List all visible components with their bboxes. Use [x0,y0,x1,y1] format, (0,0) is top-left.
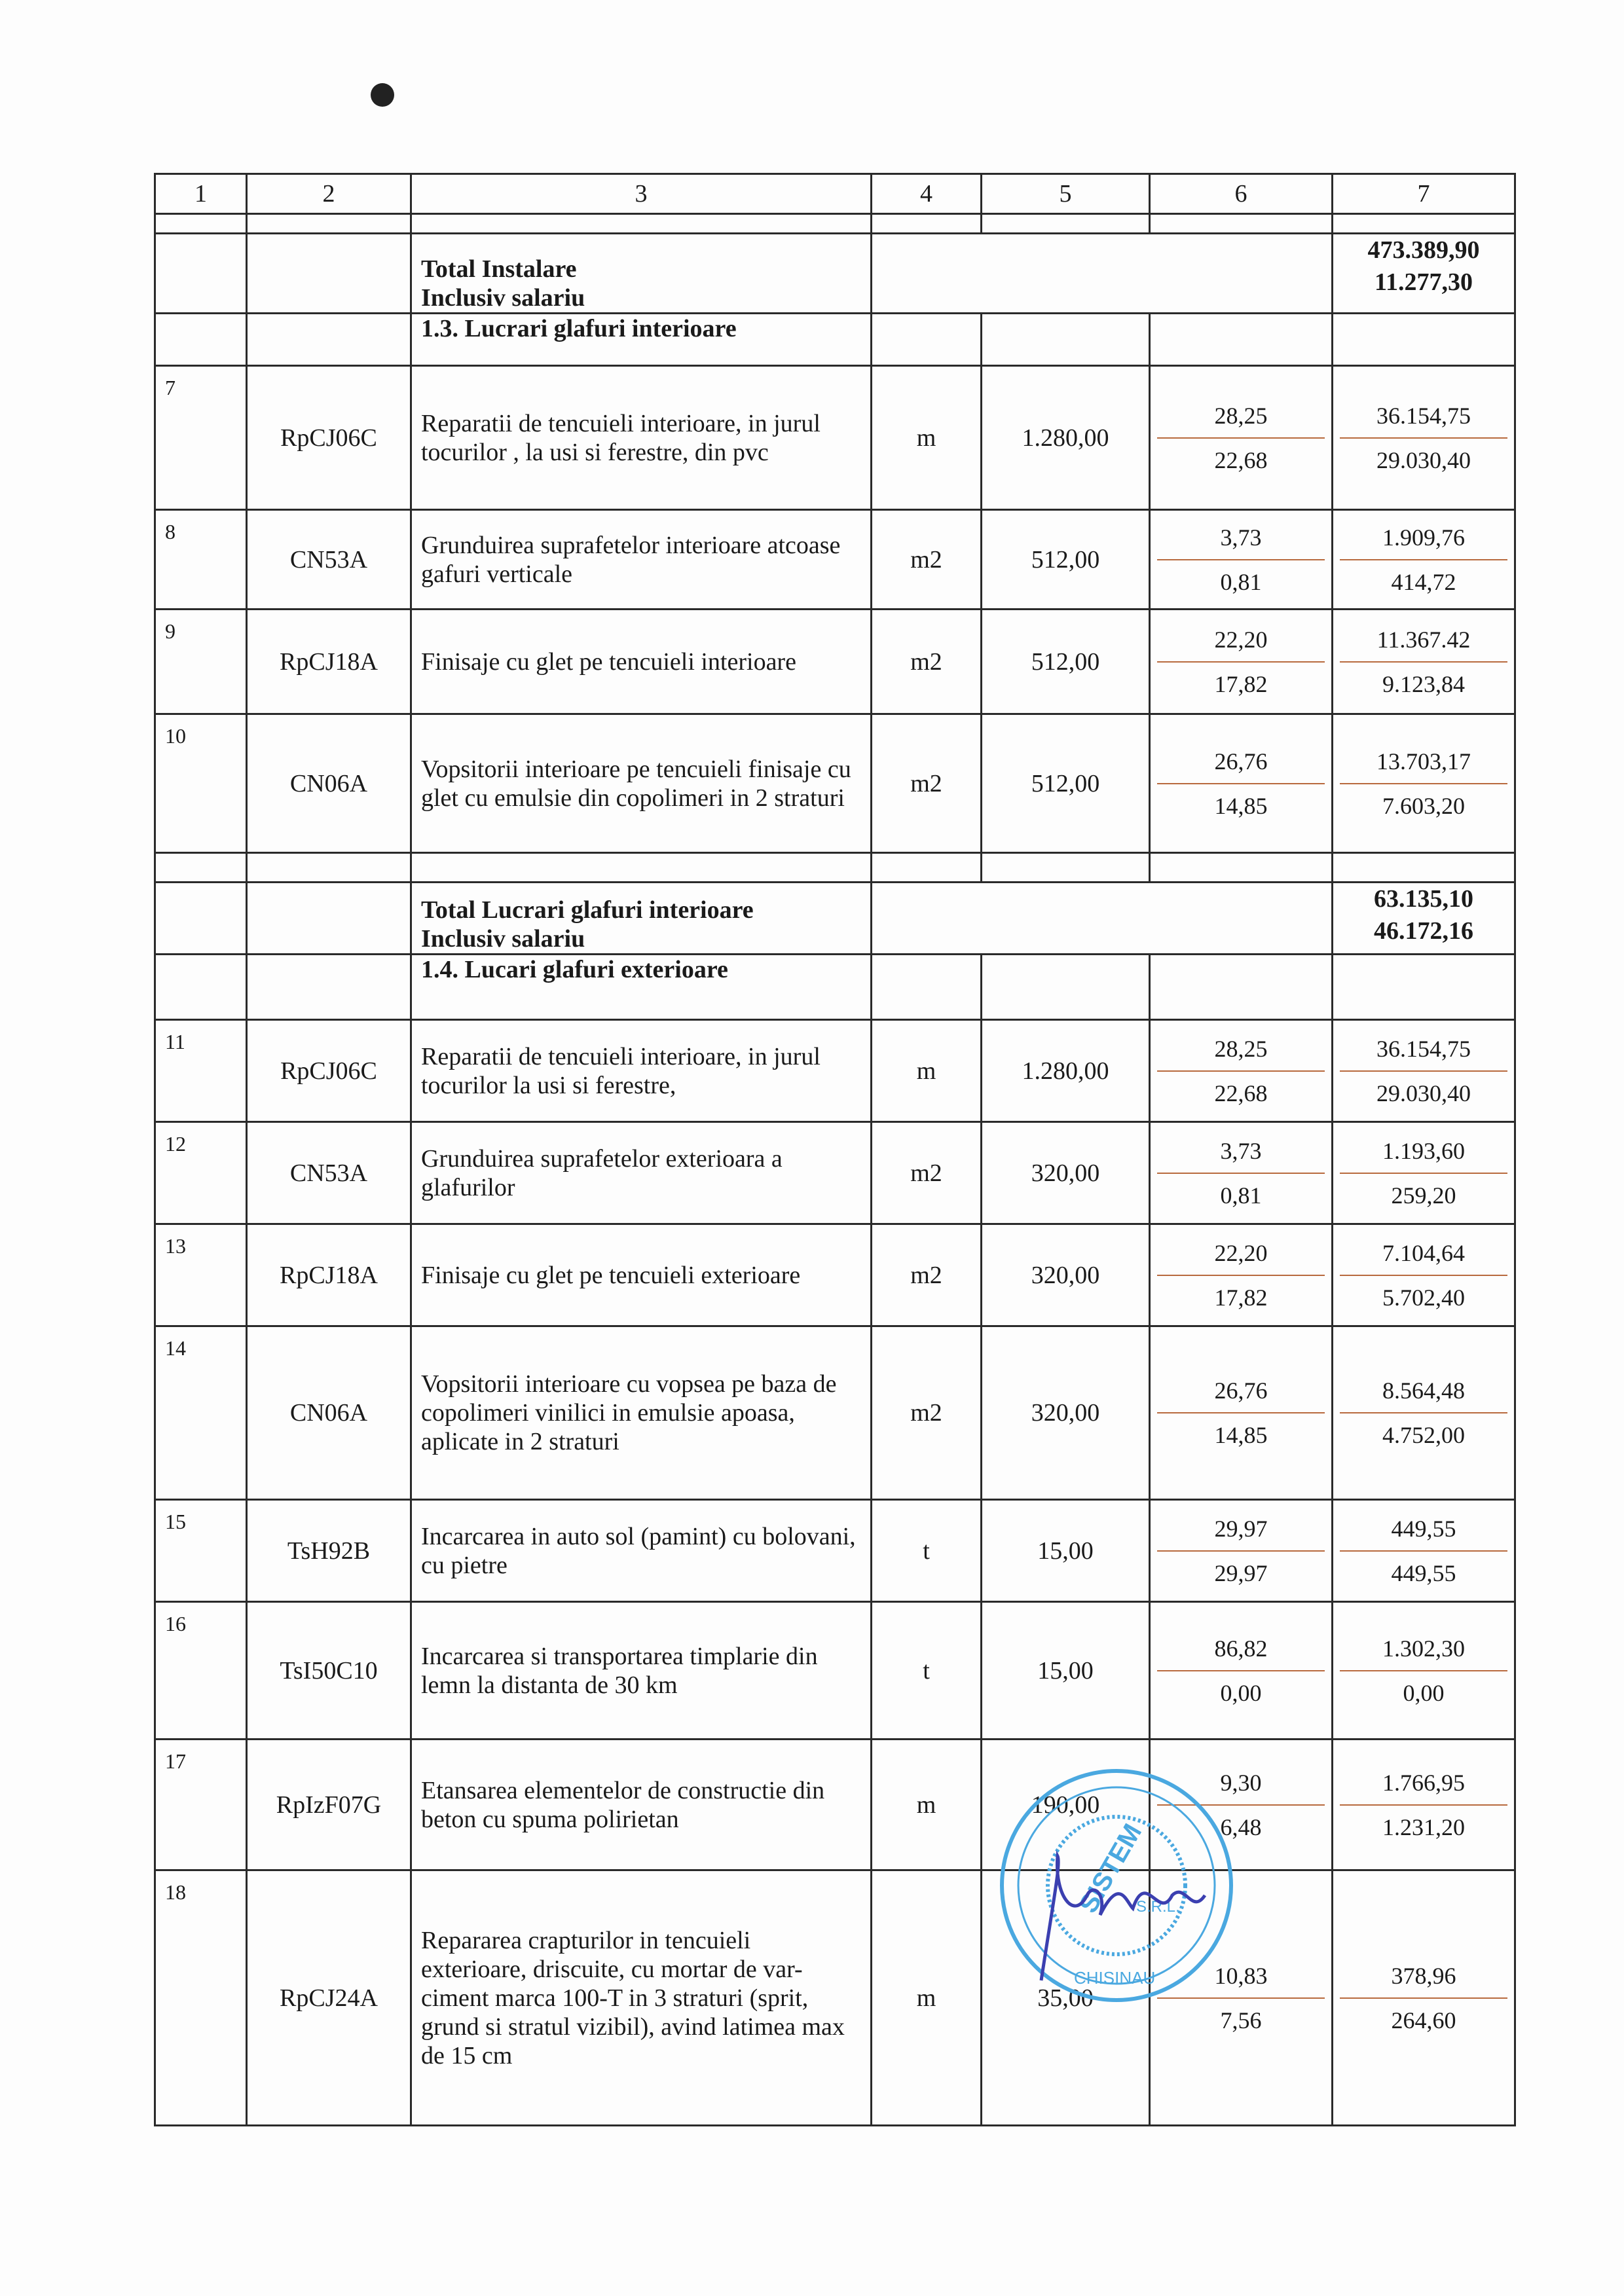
work-description: Incarcarea si transportarea timplarie din lemn la distanta de 30 km [411,1602,872,1740]
empty-cell [155,314,247,366]
total-price-cell [1333,1224,1515,1326]
table-row [155,1020,1515,1122]
total-value: 473.389,90 [1367,236,1480,264]
empty-cell [1333,853,1515,883]
row-number: 8 [155,510,247,610]
unit-price: 22,20 [1157,626,1325,663]
unit-price: 3,73 [1157,524,1325,560]
unit-price-split [1151,402,1331,474]
unit-price-salary: 0,81 [1220,1182,1262,1209]
work-description: Incarcarea in auto sol (pamint) cu bolovani, cu pietre [411,1500,872,1602]
empty-cell [155,853,247,883]
col-header: 3 [411,174,872,214]
work-description: Vopsitorii interioare cu vopsea pe baza de copolimeri vinilici in emulsie apoasa, aplicate in 2 straturi [411,1326,872,1500]
norm-code: TsH92B [247,1500,411,1602]
empty-cell [247,314,411,366]
empty-cell [1333,955,1515,1020]
quantity: 1.280,00 [982,366,1150,510]
work-description: Reparatii de tencuieli interioare, in jurul tocurilor la usi si ferestre, [411,1020,872,1122]
total-price-split [1333,1962,1514,2034]
total-price-split [1333,748,1514,820]
unit-price-cell [1150,1326,1333,1500]
row-number: 13 [155,1224,247,1326]
total-value-cell [1333,234,1515,314]
unit-price-salary: 29,97 [1214,1559,1268,1586]
total-price-salary: 414,72 [1391,568,1456,595]
empty-cell [411,853,872,883]
total-price-cell [1333,610,1515,714]
quantity: 190,00 [982,1740,1150,1870]
unit-price: 3,73 [1157,1137,1325,1174]
total-price-salary: 9.123,84 [1382,670,1465,697]
norm-code: CN53A [247,1122,411,1224]
total-price-cell [1333,510,1515,610]
total-price-salary: 449,55 [1391,1559,1456,1586]
quantity: 1.280,00 [982,1020,1150,1122]
row-number: 17 [155,1740,247,1870]
row-number: 11 [155,1020,247,1122]
table-row [155,510,1515,610]
total-price: 36.154,75 [1340,402,1507,439]
work-description: Grunduirea suprafetelor exterioara a glafurilor [411,1122,872,1224]
total-price-split [1333,1377,1514,1449]
table-row [155,714,1515,853]
total-price-salary: 4.752,00 [1382,1422,1465,1448]
stamp-form: S.R.L. [1136,1898,1180,1916]
unit-price-split [1151,626,1331,698]
total-price: 7.104,64 [1340,1239,1507,1276]
empty-cell [247,955,411,1020]
norm-code: CN06A [247,1326,411,1500]
work-description: Finisaje cu glet pe tencuieli exterioare [411,1224,872,1326]
total-price-cell [1333,1602,1515,1740]
norm-code: RpCJ24A [247,1870,411,2126]
unit: t [872,1602,982,1740]
empty-cell [982,214,1150,234]
total-label-cell [411,234,872,314]
table-row [155,1224,1515,1326]
total-price-cell [1333,1500,1515,1602]
unit: m [872,1740,982,1870]
empty-cell [872,883,1333,955]
empty-cell [155,214,247,234]
empty-cell [872,314,982,366]
unit-price: 86,82 [1157,1635,1325,1671]
empty-cell [1150,314,1333,366]
unit-price-salary: 22,68 [1214,1080,1268,1106]
unit-price-salary: 0,81 [1220,568,1262,595]
col-header: 6 [1150,174,1333,214]
unit: t [872,1500,982,1602]
col-header: 1 [155,174,247,214]
unit-price-cell [1150,1224,1333,1326]
section-title: 1.3. Lucrari glafuri interioare [411,314,872,366]
total-price: 378,96 [1340,1962,1507,1999]
norm-code: RpCJ06C [247,366,411,510]
norm-code: RpIzF07G [247,1740,411,1870]
total-price-split [1333,1035,1514,1107]
unit-price-salary: 14,85 [1214,792,1268,819]
total-price-salary: 0,00 [1403,1679,1445,1706]
total-salary: 46.172,16 [1374,917,1473,945]
table-row [155,1122,1515,1224]
unit-price-split [1151,1635,1331,1707]
total-price-cell [1333,1870,1515,2126]
total-price: 1.909,76 [1340,524,1507,560]
unit-price-cell [1150,610,1333,714]
section-row [155,314,1515,366]
empty-cell [982,853,1150,883]
norm-code: CN53A [247,510,411,610]
total-price-split [1333,626,1514,698]
empty-cell [1150,214,1333,234]
spacer-row [155,214,1515,234]
col-header: 7 [1333,174,1515,214]
empty-cell [1333,214,1515,234]
quantity: 512,00 [982,714,1150,853]
total-price-cell [1333,1740,1515,1870]
unit-price-cell [1150,1122,1333,1224]
unit-price-split [1151,1035,1331,1107]
table-row [155,366,1515,510]
table-row [155,1740,1515,1870]
unit-price-salary: 17,82 [1214,1284,1268,1311]
total-price: 13.703,17 [1340,748,1507,784]
total-price-salary: 29.030,40 [1376,446,1471,473]
total-value-cell [1333,883,1515,955]
unit-price: 26,76 [1157,748,1325,784]
total-row [155,234,1515,314]
unit-price-salary: 6,48 [1220,1813,1262,1840]
total-price-salary: 264,60 [1391,2007,1456,2033]
row-number: 18 [155,1870,247,2126]
total-salary: 11.277,30 [1375,268,1473,297]
empty-cell [155,234,247,314]
total-price-split [1333,1635,1514,1707]
unit: m [872,366,982,510]
column-number-row [155,174,1515,214]
unit-price-salary: 0,00 [1220,1679,1262,1706]
total-price-cell [1333,1020,1515,1122]
unit-price-cell [1150,510,1333,610]
row-number: 16 [155,1602,247,1740]
quantity: 512,00 [982,610,1150,714]
unit: m2 [872,510,982,610]
total-price-split [1333,524,1514,596]
total-sub: Inclusiv salariu [421,284,585,312]
total-row [155,883,1515,955]
empty-cell [411,214,872,234]
unit-price: 28,25 [1157,402,1325,439]
unit-price: 28,25 [1157,1035,1325,1072]
total-price-split [1333,1137,1514,1209]
total-price-split [1333,1769,1514,1841]
total-price-cell [1333,366,1515,510]
unit-price-cell [1150,1602,1333,1740]
norm-code: RpCJ18A [247,1224,411,1326]
total-price: 1.193,60 [1340,1137,1507,1174]
total-price: 1.302,30 [1340,1635,1507,1671]
unit-price-split [1151,1239,1331,1311]
total-price-split [1333,402,1514,474]
empty-cell [247,214,411,234]
stamp-name: SISTEM [1073,1819,1148,1918]
total-price-salary: 7.603,20 [1382,792,1465,819]
empty-cell [1333,314,1515,366]
unit-price-salary: 14,85 [1214,1422,1268,1448]
table-row [155,1602,1515,1740]
work-description: Finisaje cu glet pe tencuieli interioare [411,610,872,714]
empty-cell [872,955,982,1020]
col-header: 2 [247,174,411,214]
total-price-cell [1333,1122,1515,1224]
estimate-table [154,173,1516,2126]
col-header: 4 [872,174,982,214]
company-stamp [995,1764,1238,2007]
empty-cell [872,214,982,234]
unit: m [872,1020,982,1122]
quantity: 320,00 [982,1224,1150,1326]
spacer-row [155,853,1515,883]
total-price: 8.564,48 [1340,1377,1507,1413]
unit-price-cell [1150,366,1333,510]
row-number: 15 [155,1500,247,1602]
empty-cell [872,234,1333,314]
quantity: 320,00 [982,1326,1150,1500]
unit-price-split [1151,1137,1331,1209]
section-title: 1.4. Lucari glafuri exterioare [411,955,872,1020]
total-price-cell [1333,714,1515,853]
unit-price-split [1151,748,1331,820]
unit-price: 22,20 [1157,1239,1325,1276]
unit: m [872,1870,982,2126]
quantity: 15,00 [982,1500,1150,1602]
row-number: 7 [155,366,247,510]
table-row [155,1500,1515,1602]
unit: m2 [872,610,982,714]
unit: m2 [872,1326,982,1500]
table-row [155,610,1515,714]
unit-price-cell [1150,1020,1333,1122]
work-description: Etansarea elementelor de constructie din beton cu spuma polirietan [411,1740,872,1870]
total-price-salary: 259,20 [1391,1182,1456,1209]
unit: m2 [872,714,982,853]
total-price-salary: 29.030,40 [1376,1080,1471,1106]
col-header: 5 [982,174,1150,214]
work-description: Vopsitorii interioare pe tencuieli finisaje cu glet cu emulsie din copolimeri in 2 straturi [411,714,872,853]
empty-cell [1150,955,1333,1020]
row-number: 9 [155,610,247,714]
total-price: 1.766,95 [1340,1769,1507,1806]
total-price: 36.154,75 [1340,1035,1507,1072]
unit-price-salary: 17,82 [1214,670,1268,697]
norm-code: TsI50C10 [247,1602,411,1740]
table-row [155,1870,1515,2126]
norm-code: RpCJ18A [247,610,411,714]
empty-cell [155,955,247,1020]
total-sub: Inclusiv salariu [421,925,585,953]
empty-cell [982,314,1150,366]
table-row [155,1326,1515,1500]
norm-code: CN06A [247,714,411,853]
empty-cell [247,853,411,883]
empty-cell [1150,853,1333,883]
total-label-cell [411,883,872,955]
total-value: 63.135,10 [1374,885,1473,913]
stamp-city: CHISINAU [1074,1968,1156,1988]
unit-price-split [1151,1377,1331,1449]
empty-cell [872,853,982,883]
total-label: Total Instalare [421,255,577,283]
section-row [155,955,1515,1020]
norm-code: RpCJ06C [247,1020,411,1122]
row-number: 14 [155,1326,247,1500]
quantity: 320,00 [982,1122,1150,1224]
empty-cell [247,883,411,955]
unit-price-split [1151,524,1331,596]
quantity: 512,00 [982,510,1150,610]
empty-cell [155,883,247,955]
work-description: Repararea crapturilor in tencuieli exterioare, driscuite, cu mortar de var-ciment marca 100-T in 3 straturi (sprit, grund si stratul vizibil), avind latimea max de 15 cm [411,1870,872,2126]
total-price-split [1333,1515,1514,1587]
unit-price: 10,83 [1157,1962,1325,1999]
unit-price-salary: 7,56 [1220,2007,1262,2033]
row-number: 12 [155,1122,247,1224]
unit: m2 [872,1224,982,1326]
work-description: Grunduirea suprafetelor interioare atcoase gafuri verticale [411,510,872,610]
total-price: 449,55 [1340,1515,1507,1552]
total-label: Total Lucrari glafuri interioare [421,896,754,924]
empty-cell [247,234,411,314]
total-price-salary: 1.231,20 [1382,1813,1465,1840]
unit-price: 29,97 [1157,1515,1325,1552]
total-price: 11.367.42 [1340,626,1507,663]
punch-hole [371,83,394,107]
unit: m2 [872,1122,982,1224]
quantity: 15,00 [982,1602,1150,1740]
unit-price-cell [1150,1500,1333,1602]
empty-cell [982,955,1150,1020]
unit-price-salary: 22,68 [1214,446,1268,473]
total-price-split [1333,1239,1514,1311]
total-price-cell [1333,1326,1515,1500]
unit-price: 9,30 [1157,1769,1325,1806]
quantity: 35,00 [982,1870,1150,2126]
unit-price-cell [1150,714,1333,853]
unit-price: 26,76 [1157,1377,1325,1413]
row-number: 10 [155,714,247,853]
unit-price-split [1151,1515,1331,1587]
total-price-salary: 5.702,40 [1382,1284,1465,1311]
work-description: Reparatii de tencuieli interioare, in jurul tocurilor , la usi si ferestre, din pvc [411,366,872,510]
